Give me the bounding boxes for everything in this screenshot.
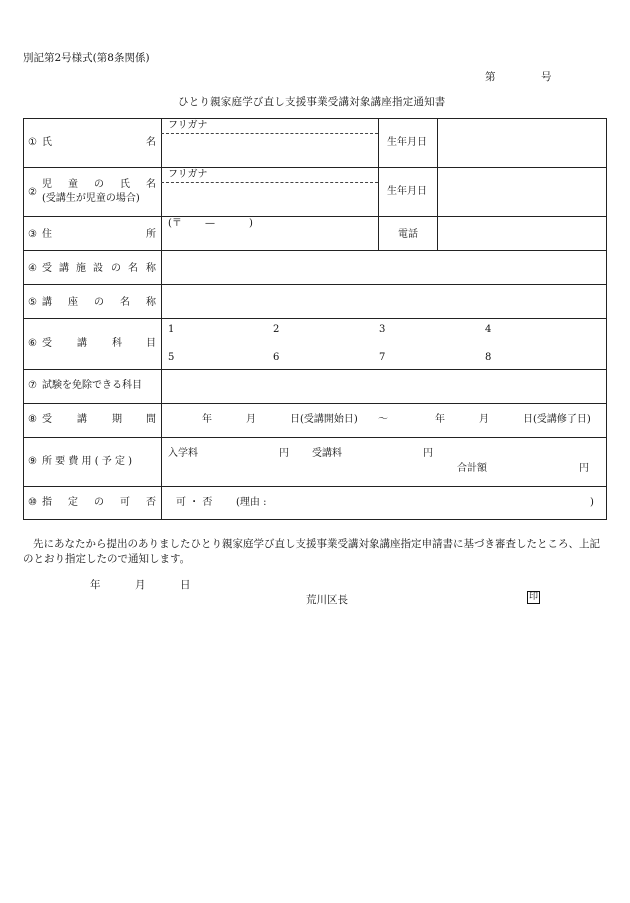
doc-number-prefix: 第	[485, 71, 496, 83]
row-divider	[24, 318, 606, 319]
course-label-char: 座	[68, 297, 78, 308]
seal-stamp: 印	[529, 592, 539, 602]
approval-label-char: 否	[146, 497, 156, 508]
end-day: 日(受講修了日)	[523, 414, 591, 425]
row-divider	[24, 403, 606, 404]
phone-label-divider	[378, 216, 379, 250]
reason-input[interactable]	[284, 491, 584, 513]
furigana-dashed-line	[161, 182, 378, 183]
designation-table	[23, 118, 607, 520]
total-label: 合計額	[457, 463, 487, 474]
subject-slot[interactable]: 3	[379, 324, 386, 335]
address-input[interactable]	[163, 232, 375, 248]
period-label-char: 期	[112, 414, 122, 425]
tuition-label: 受講料	[312, 448, 342, 459]
name-label-a: 氏	[42, 137, 52, 148]
name-input[interactable]	[163, 135, 375, 165]
entrance-fee-yen: 円	[279, 448, 289, 459]
end-year: 年	[435, 414, 445, 425]
facility-input[interactable]	[163, 252, 605, 282]
end-month: 月	[479, 414, 489, 425]
address-label-a: 住	[42, 229, 52, 240]
form-reference: 別記第2号様式(第8条関係)	[23, 52, 150, 64]
subject-slot[interactable]: 4	[485, 324, 492, 335]
row-number: ⑤	[28, 297, 37, 308]
facility-label-char: 受	[42, 263, 52, 274]
approval-label-char: 可	[120, 497, 130, 508]
course-label-char: の	[94, 297, 104, 308]
subjects-label-char: 科	[112, 338, 122, 349]
start-day: 日(受講開始日)	[290, 414, 358, 425]
period-label-char: 講	[77, 414, 87, 425]
subject-slot[interactable]: 6	[273, 352, 280, 363]
facility-label-char: の	[111, 263, 121, 274]
facility-label-char: 講	[59, 263, 69, 274]
phone-input[interactable]	[440, 219, 604, 248]
approval-label-char: の	[94, 497, 104, 508]
row-divider	[24, 437, 606, 438]
doc-number-suffix: 号	[541, 71, 552, 83]
dob-value-divider	[437, 119, 438, 250]
row-number: ①	[28, 137, 37, 148]
period-tilde: 〜	[378, 414, 388, 425]
child-name-input[interactable]	[163, 184, 375, 214]
approval-label-char: 指	[42, 497, 52, 508]
furigana-label: フリガナ	[168, 169, 208, 180]
cost-label: 所 要 費 用 ( 予 定 )	[42, 456, 133, 467]
row-number: ⑧	[28, 414, 37, 425]
period-label-char: 受	[42, 414, 52, 425]
subjects-label-char: 受	[42, 338, 52, 349]
footer-month: 月	[135, 579, 146, 591]
course-label-char: 講	[42, 297, 52, 308]
row-divider	[24, 369, 606, 370]
course-label-char: 称	[146, 297, 156, 308]
child-name-label-char: 児	[42, 179, 52, 190]
subjects-label-char: 講	[77, 338, 87, 349]
row-divider	[24, 167, 606, 168]
notice-body-text: 先にあなたから提出のありましたひとり親家庭学び直し支援事業受講対象講座指定申請書に基づき審査したところ、上記のとおり指定したので通知します。	[23, 538, 600, 565]
furigana-dashed-line	[161, 133, 378, 134]
start-year: 年	[202, 414, 212, 425]
row-divider	[24, 216, 606, 217]
child-name-label-char: 氏	[120, 179, 130, 190]
subject-slot[interactable]: 5	[168, 352, 175, 363]
child-name-label-char: の	[94, 179, 104, 190]
exempt-label: 試験を免除できる科目	[42, 380, 142, 391]
facility-label-char: 称	[146, 263, 156, 274]
child-name-label-char: 童	[68, 179, 78, 190]
entrance-fee-label: 入学料	[168, 448, 198, 459]
row-number: ④	[28, 263, 37, 274]
course-input[interactable]	[163, 286, 605, 316]
subject-slot[interactable]: 8	[485, 352, 492, 363]
period-label-char: 間	[146, 414, 156, 425]
child-dob-input[interactable]	[440, 170, 604, 214]
postal-open: (〒	[168, 218, 182, 229]
reason-open: (理由 :	[236, 497, 267, 508]
row-number: ③	[28, 229, 37, 240]
postal-close: )	[249, 218, 253, 229]
row-number: ②	[28, 187, 37, 198]
approval-options[interactable]: 可 ・ 否	[176, 497, 213, 508]
row-number: ⑥	[28, 338, 37, 349]
start-month: 月	[246, 414, 256, 425]
row-number: ⑦	[28, 380, 37, 391]
reason-close: )	[590, 497, 594, 508]
subjects-label-char: 目	[146, 338, 156, 349]
row-divider	[24, 284, 606, 285]
name-label-b: 名	[146, 137, 156, 148]
child-name-label-char: 名	[146, 179, 156, 190]
phone-label: 電話	[398, 229, 418, 240]
exempt-input[interactable]	[163, 371, 605, 401]
facility-label-char: 設	[93, 263, 103, 274]
issuer-name: 荒川区長	[306, 594, 348, 606]
subject-slot[interactable]: 2	[273, 324, 280, 335]
row-number: ⑩	[28, 497, 37, 508]
course-label-char: 名	[120, 297, 130, 308]
total-yen: 円	[579, 463, 589, 474]
address-label-b: 所	[146, 229, 156, 240]
label-column-divider	[161, 119, 162, 519]
footer-year: 年	[90, 579, 101, 591]
postal-dash: —	[205, 218, 215, 229]
subject-slot[interactable]: 7	[379, 352, 386, 363]
child-name-sublabel: (受講生が児童の場合)	[42, 193, 140, 204]
row-number: ⑨	[28, 456, 37, 467]
facility-label-char: 名	[128, 263, 138, 274]
furigana-label: フリガナ	[168, 120, 208, 131]
facility-label-char: 施	[76, 263, 86, 274]
dob-label: 生年月日	[387, 137, 427, 148]
footer-day: 日	[180, 579, 191, 591]
row-divider	[24, 250, 606, 251]
dob-label: 生年月日	[387, 186, 427, 197]
row-divider	[24, 486, 606, 487]
dob-input[interactable]	[440, 121, 604, 165]
tuition-yen: 円	[423, 448, 433, 459]
approval-label-char: 定	[68, 497, 78, 508]
subject-slot[interactable]: 1	[168, 324, 175, 335]
document-title: ひとり親家庭学び直し支援事業受講対象講座指定通知書	[178, 96, 446, 108]
